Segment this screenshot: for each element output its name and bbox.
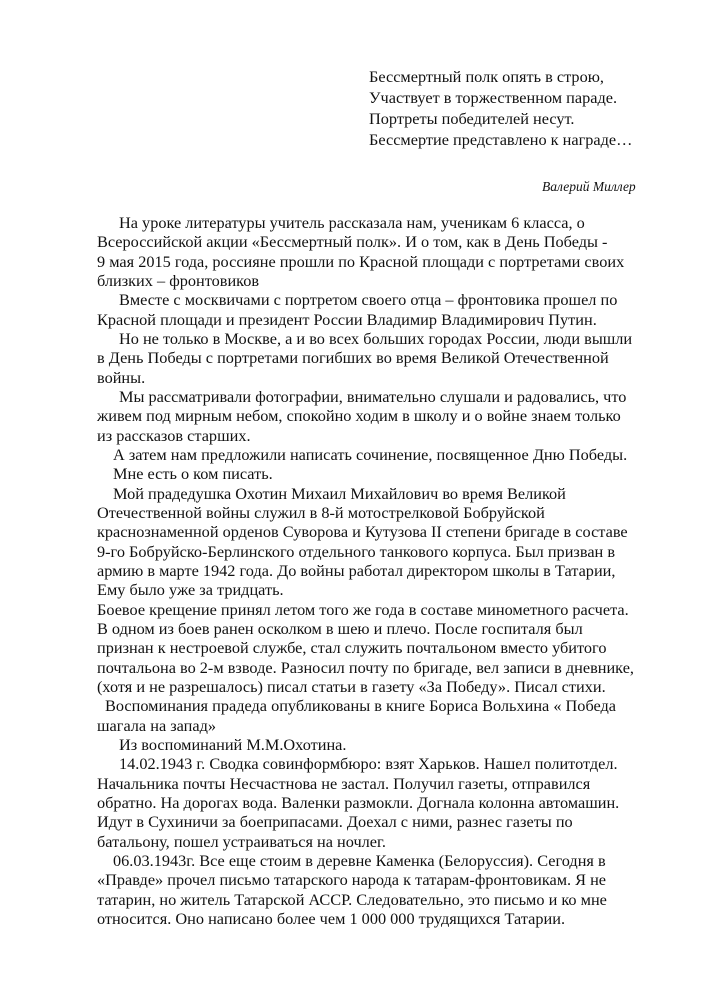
poem-line: Портреты победителей несут. bbox=[369, 109, 575, 128]
text-line: «Правде» прочел письмо татарского народа к татарам-фронтовикам. Я не bbox=[97, 870, 607, 890]
text-line: 9-го Бобруйско-Берлинского отдельного танкового корпуса. Был призван в bbox=[97, 541, 616, 561]
text-line: близких – фронтовиков bbox=[97, 271, 260, 290]
epigraph-author: Валерий Миллер bbox=[542, 179, 636, 194]
text-line: Всероссийской акции «Бессмертный полк». И о том, как в День Победы - bbox=[97, 232, 608, 252]
text-line: Мы рассматривали фотографии, внимательно слушали и радовались, что bbox=[119, 387, 627, 406]
text-line: Мой прадедушка Охотин Михаил Михайлович во время Великой bbox=[113, 483, 566, 503]
text-line: татарин, но житель Татарской АССР. Следовательно, это письмо и ко мне bbox=[97, 889, 607, 909]
text-line: живем под мирным небом, спокойно ходим в школу и о войне знаем только bbox=[97, 406, 621, 426]
text-line: Идут в Сухиничи за боеприпасами. Доехал с ними, разнес газеты по bbox=[97, 812, 573, 832]
text-line: шагала на запад» bbox=[97, 715, 217, 735]
text-line: Красной площади и президент России Владимир Владимирович Путин. bbox=[97, 309, 597, 329]
text-line: из рассказов старших. bbox=[97, 425, 251, 445]
text-line: Вместе с москвичами с портретом своего отца – фронтовика прошел по bbox=[119, 290, 618, 310]
text-line: 9 мая 2015 года, россияне прошли по Красной площади с портретами своих bbox=[97, 251, 625, 271]
text-line: 06.03.1943г. Все еще стоим в деревне Каменка (Белоруссия). Сегодня в bbox=[113, 851, 606, 870]
poem-line: Участвует в торжественном параде. bbox=[369, 88, 618, 107]
text-line: обратно. На дорогах вода. Валенки размокли. Догнала колонна автомашин. bbox=[97, 793, 620, 812]
text-line: Ему было уже за тридцать. bbox=[97, 580, 284, 600]
text-line: относится. Оно написано более чем 1 000 000 трудящихся Татарии. bbox=[97, 909, 566, 928]
text-line: признан к нестроевой службе, стал служить почтальоном вместо убитого bbox=[97, 638, 607, 658]
text-line: армию в марте 1942 года. До войны работал директором школы в Татарии, bbox=[97, 561, 616, 580]
text-line: Отечественной войны служил в 8-й мотострелковой Бобруйской bbox=[97, 503, 545, 522]
poem-line: Бессмертный полк опять в строю, bbox=[369, 67, 604, 86]
text-line: краснознаменной орденов Суворова и Кутузова II степени бригаде в составе bbox=[97, 522, 628, 542]
text-line: Боевое крещение принял летом того же года в составе минометного расчета. bbox=[97, 599, 629, 619]
poem-line: Бессмертие представлено к награде… bbox=[369, 130, 633, 149]
text-line: (хотя и не разрешалось) писал статьи в газету «За Победу». Писал стихи. bbox=[97, 677, 606, 696]
text-line: войны. bbox=[97, 367, 146, 387]
text-line: Из воспоминаний М.М.Охотина. bbox=[119, 735, 347, 754]
text-line: батальону, пошел устраиваться на ночлег. bbox=[97, 831, 386, 851]
text-line: в День Победы с портретами погибших во время Великой Отечественной bbox=[97, 348, 609, 368]
text-line: Воспоминания прадеда опубликованы в книге Бориса Вольхина « Победа bbox=[105, 696, 617, 716]
text-line: На уроке литературы учитель рассказала нам, ученикам 6 класса, о bbox=[119, 213, 585, 232]
text-line: А затем нам предложили написать сочинение, посвященное Дню Победы. bbox=[113, 445, 628, 464]
text-line: почтальона во 2-м взводе. Разносил почту по бригаде, вел записи в дневнике, bbox=[97, 657, 634, 677]
text-line: Начальника почты Несчастнова не застал. Получил газеты, отправился bbox=[97, 773, 591, 793]
text-line: Но не только в Москве, а и во всех больших городах России, люди вышли bbox=[119, 329, 633, 348]
text-line: В одном из боев ранен осколком в шею и плечо. После госпиталя был bbox=[97, 619, 583, 638]
text-line: 14.02.1943 г. Сводка совинформбюро: взят Харьков. Нашел политотдел. bbox=[119, 754, 618, 774]
text-line: Мне есть о ком писать. bbox=[113, 464, 273, 484]
